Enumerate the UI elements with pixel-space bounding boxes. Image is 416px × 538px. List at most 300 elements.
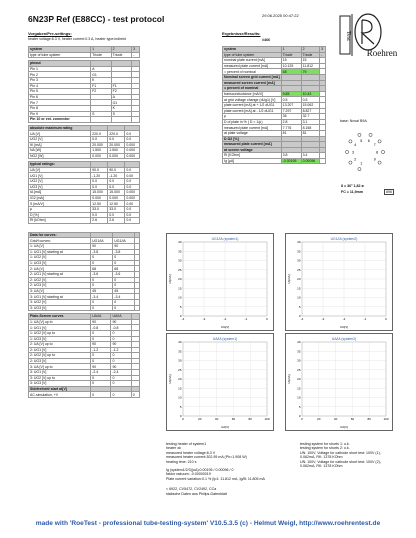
row-label: 3: UG3 [V] [29,305,91,311]
row-label: 2: UA [V] up to [29,342,91,348]
y-tick-label: 40 [178,340,182,345]
cell-value: 0 [111,381,131,387]
y-tick-label: 5 [298,304,301,309]
cell-value: -3.8 [91,249,113,255]
cell-value: -2.4 [111,370,131,376]
table-row [223,102,326,108]
row-label: type of tube system [223,52,282,58]
row-label: 2: UG2 [V] up to [29,353,91,359]
cell-value: 0.0 [125,218,140,224]
cell-value: 0 [91,353,111,359]
row-label: IK [mA] [29,142,91,148]
y-tick-label: 20 [178,277,182,282]
cell-value: Triode [301,52,320,58]
x-tick-label: 80 [248,417,252,421]
cell-value: 0 [91,330,111,336]
cell-value: 1.500 [91,148,108,154]
cell-value: 90 [91,244,113,250]
row-label: 1: UG2 [V] [29,255,91,261]
y-tick-label: 15 [297,286,301,291]
cell-value: S [111,111,131,117]
cell-value: -3.6 [91,271,113,277]
cell-value [320,158,326,164]
roehren-logo [338,10,398,60]
cell-value: 2.6 [108,218,125,224]
cell-value: 15.000 [108,190,125,196]
cell-value: F1 [91,83,111,89]
cell-value: 0.0 [91,184,108,190]
row-label: absolute maximum rating [29,125,91,131]
chart-ua-ia-system2 [285,333,393,431]
note-line: heater ok [166,446,181,451]
cell-value: 0.5 [281,97,301,103]
row-label: 3: UA [V] up to [29,364,91,370]
row-label: 1: UG3 [V] [29,336,91,342]
plate-table [28,313,140,398]
chart-svg [167,234,273,330]
cell-value: 0.0 [91,179,108,185]
logo-side-text: Test [345,31,351,41]
y-tick-label: 0 [298,314,301,319]
row-label: Data for curves: [29,232,91,238]
x-tick-label: 0 [301,417,303,421]
note-line: heating time: 210 s [166,459,197,464]
cell-value: 0.0 [125,131,140,137]
cell-value: A [111,94,131,100]
cell-value: 7.297 [281,108,301,114]
cell-value: 20.000 [108,142,125,148]
socket-pin-label: 4 [354,143,357,148]
cell-value: 0.000 [125,153,140,159]
cell-value: 0.0 [125,184,140,190]
cell-value: 0 [91,336,111,342]
cell-value: 0.00 [125,201,140,207]
cell-value [91,117,111,123]
row-label: 3: UG1 [V] [29,370,91,376]
cell-value: 1.500 [108,148,125,154]
row-label: D [%] [29,212,91,218]
row-label: 1: UG2 [V] up to [29,330,91,336]
socket-pin-label: 7 [373,143,376,148]
cell-value: 0 [111,353,131,359]
cell-value: 0.0 [125,212,140,218]
cell-value: 0.0 [125,136,140,142]
results-id: #466 [262,38,270,42]
cell-value: 45 [91,288,113,294]
curves-table [28,232,140,311]
y-tick-label: 0 [298,414,301,419]
cell-value: Triode [281,52,301,58]
x-axis-label: UA[V] [221,425,229,429]
cell-value [132,117,140,123]
x-tick-label: 20 [198,417,202,421]
x-tick-label: 40 [333,417,338,421]
protocol-date: 29.06.2025 00:47:22 [262,13,299,18]
socket-spec3: 896 [386,190,392,194]
cell-value: -3.4 [113,294,135,300]
row-label: UG3 [V] [29,184,91,190]
row-label: pinout [29,61,91,67]
cell-value: 0.000 [125,142,140,148]
cell-value: Triode [111,52,131,58]
socket-pins-graphic [338,128,392,180]
cell-value: 2 [111,47,131,53]
y-tick-label: 15 [178,286,182,291]
cell-value: -0.8 [111,325,131,331]
y-tick-label: 30 [178,258,182,263]
row-label: Pin 3 [29,77,91,83]
cell-value: UG1/IA [113,238,135,244]
socket-pin [349,140,352,143]
cell-value: F2 [111,89,131,95]
note-line: stabsche Daten aus Philips-Datenblatt [166,491,227,496]
cell-value: 0 [113,283,135,289]
row-label: 2: UG1 [V] [29,347,91,353]
cell-value: 68 [281,69,301,75]
row-label: NA [W] [29,148,91,154]
cell-value: UG1/IA [91,238,113,244]
row-label: Nominal screen grid current [mA] [224,75,280,80]
cell-value: 3.1 [301,119,320,125]
cell-value: 0 [91,277,113,283]
row-label: Pin 8 [29,105,91,111]
x-tick-label: -1 [244,317,248,321]
cell-value: -1.2 [111,347,131,353]
row-label: transconductance [mA/V] [223,91,282,97]
row-label: UG2 [V] [29,136,91,142]
y-tick-label: 25 [178,267,182,272]
cell-value: G1 [111,100,131,106]
cell-value: 33.0 [91,207,108,213]
x-tick-label: 40 [214,417,219,421]
cell-value: 0.000 [108,153,125,159]
cell-value: 0 [131,392,139,398]
row-label: Pin 2 [29,72,91,78]
y-tick-label: 35 [178,349,182,354]
row-label: 2: UA [V] [29,266,91,272]
cell-value: 0 [91,260,113,266]
cell-value: 0.0 [91,136,108,142]
y-tick-label: 40 [178,240,182,245]
y-axis-label: IA[mA] [287,374,291,384]
row-label: type of tube system [29,52,91,58]
y-tick-label: 20 [297,377,301,382]
cell-value: 15 [281,58,301,64]
socket-pin [378,161,381,164]
x-tick-label: -2 [223,317,227,321]
cell-value: S [91,111,111,117]
cell-value: F2 [91,89,111,95]
row-label: 2: UG3 [V] [29,283,91,289]
note-line: 0.062mA, RK: 1378 KOhm [300,455,343,460]
chart-ua-ia-system1 [166,333,274,431]
y-tick-label: 35 [297,349,301,354]
cell-value: 90 [113,244,135,250]
y-tick-label: 20 [297,277,301,282]
cell-value: 0.0 [91,212,108,218]
row-label: measured plate current [mA] [223,142,282,148]
row-label: 2: UG1 [V] starting at [29,271,91,277]
cell-value: - [132,52,140,58]
row-label: Pin 10 or ext. connector [29,117,91,123]
socket-spec2: FC = 11,9mm [341,190,364,194]
row-label: Ig [μA] [223,158,282,164]
cell-value: 0.000 [108,195,125,201]
cell-value: 32.7 [301,114,320,120]
socket-pin-label: 3 [352,150,354,155]
cell-value: 90 [111,319,131,325]
cell-value: 0.0 [125,167,140,173]
row-label: plate current [mA] at + 1/2 dUG1 [223,102,282,108]
chart-caption: UG1/IA (system2) [330,237,358,241]
cell-value: 90.0 [108,167,125,173]
chart-caption: UG1/IA (system1) [211,237,239,241]
socket-pin-label: 2 [354,157,357,162]
row-label: UA [V] [29,131,91,137]
cell-value: 0.0 [125,207,140,213]
cell-value: 7.776 [281,125,301,131]
cell-value: 12.50 [91,201,108,207]
presettings-text: heater voltage:6.3 V, heater current:0.3 A, heater type:indirekt [28,37,126,41]
row-label: Pin 1 [29,66,91,72]
row-label: 1: UA [V] up to [29,319,91,325]
footer-credit: made with 'RoeTest - professional tube-testing-system' V10.5.3.5 (c) - Helmut Weigl, http://www.roehrentest.de [35,520,381,527]
cell-value: 0 [113,305,135,311]
row-label: 3: UA [V] [29,288,91,294]
row-label: 3: UG2 [V] [29,299,91,305]
row-label: measured plate current [mA] [223,125,282,131]
cell-value: 3 [132,47,140,53]
row-label: system [29,47,91,53]
row-label: at plate voltage [223,130,282,136]
y-tick-label: 30 [297,258,301,263]
cell-value: 0 [111,358,131,364]
cell-value [135,305,140,311]
cell-value: 3.8 [281,153,301,159]
x-tick-label: 80 [367,417,371,421]
cell-value: 20.000 [91,142,108,148]
x-tick-label: -2 [342,317,346,321]
cell-value: 81 [301,130,320,136]
cell-value: 90 [91,319,111,325]
cell-value: K [111,105,131,111]
y-tick-label: 25 [297,367,301,372]
socket-pin [349,161,352,164]
cell-value: 90 [91,364,111,370]
logo-text: Roehren [366,48,398,58]
chart-svg [286,334,392,430]
cell-value: 15.000 [91,190,108,196]
cell-value: 0 [113,260,135,266]
row-label: Pin 6 [29,94,91,100]
socket-pin [381,150,384,153]
note-line: measured heater voltage:6.3 V [166,450,216,455]
note-line: UN: 100V, Voltage for cathode short test: 100V (1), [300,450,381,455]
x-tick-label: 100 [264,417,270,421]
x-tick-label: 60 [350,417,355,421]
results-column [222,46,326,164]
note-line: UN: 100V, Voltage for cathode short test: 100V (2), [300,459,381,464]
row-label: UG2 [V] [29,179,91,185]
row-label: system [223,47,282,53]
y-axis-label: IA[mA] [168,274,172,284]
pinout-table [28,60,140,123]
row-label: at screen voltage [223,147,282,153]
table-row [29,52,140,58]
cell-value: 0 [111,392,131,398]
cell-value: 1 [91,47,111,53]
cell-value: 0.0 [125,179,140,185]
y-tick-label: 0 [179,314,182,319]
x-tick-label: 0 [266,317,268,321]
socket-pin-label: 1 [360,161,363,166]
results-heading: Ergebnisse/Results: [222,31,261,36]
cell-value: UA/IA [111,314,131,320]
row-label: measured plate current [mA] [223,63,282,69]
cell-value: 2.6 [91,218,108,224]
row-label: Ri [KOhm] [223,153,282,159]
cell-value: 0.00 [125,173,140,179]
y-tick-label: 25 [178,367,182,372]
socket-pin-label: 9 [373,157,376,162]
row-label: D Ω2 [%] [223,136,282,142]
cell-value: 0.0 [108,184,125,190]
row-label: 3: UG1 [V] starting at [29,294,91,300]
y-tick-label: 10 [178,395,182,400]
cell-value: 3 [320,47,326,53]
cell-value: -1.20 [91,173,108,179]
row-label: typical ratings: [29,162,91,168]
y-tick-label: 35 [297,249,301,254]
results-table [222,46,326,164]
note-line: measured heater current:302.95 mA (Ph=1.908 W) [166,455,247,460]
y-tick-label: 40 [297,240,301,245]
x-axis-label: UG[V] [339,325,349,329]
socket-diagram [338,128,392,180]
cell-value: 0.000 [125,195,140,201]
cell-value: 68 [113,266,135,272]
cell-value: 0 [113,277,135,283]
row-label: 1: UG1 [V] [29,325,91,331]
row-label: Pin 7 [29,100,91,106]
x-tick-label: 100 [383,417,389,421]
x-tick-label: -3 [321,317,325,321]
y-tick-label: 25 [297,267,301,272]
y-axis-label: IA[mA] [168,374,172,384]
typical-table [28,161,140,224]
row-label: 2: UG2 [V] [29,277,91,283]
y-tick-label: 40 [297,340,301,345]
row-label: 3: UG2 [V] up to [29,375,91,381]
table-row [29,117,140,123]
y-tick-label: 15 [178,386,182,391]
row-label: Pin 9 [29,111,91,117]
y-tick-label: 20 [178,377,182,382]
chart-svg [167,334,273,430]
row-label: = percent of nominal [223,69,282,75]
socket-spec1: 8 = 36° 1,82 ø [341,184,364,188]
cell-value: 220.0 [108,131,125,137]
row-label: AC-simulation, +V [29,392,91,398]
note-line: testing system for shorts 1: o.k. [300,442,350,446]
cell-value: 8.827 [301,108,320,114]
cell-value: 11.812 [301,63,320,69]
cell-value: 0 [91,392,111,398]
x-tick-label: 0 [385,317,387,321]
cell-value: 0 [91,375,111,381]
cell-value: 90 [91,342,111,348]
row-label: NG2 [W] [29,153,91,159]
socket-pin-label: 8 [376,150,378,155]
cell-value: 0 [111,375,131,381]
cell-value: 0 [91,358,111,364]
logo-graphic [338,10,398,60]
system-table [28,46,140,58]
x-tick-label: 0 [182,417,184,421]
cell-value: 0 [91,299,113,305]
cell-value: 15 [301,58,320,64]
row-label: 2: UG3 [V] [29,358,91,364]
table-row [29,305,140,311]
y-tick-label: 5 [179,304,182,309]
cell-value: -1.20 [108,173,125,179]
y-tick-label: 30 [178,358,182,363]
cell-value: F1 [111,83,131,89]
note-line: < 6922, CV5472, CV2492, CCa [166,487,217,492]
row-label: Störfreiheit/ start at[V] [29,386,91,392]
cell-value: 10.125 [281,63,301,69]
row-label: UA [V] [29,167,91,173]
row-label: nominal plate current [mA] [223,58,282,64]
row-label: μ [223,114,282,120]
row-label: at grid voltage change (dUg1) [V] [223,97,282,103]
cell-value: 0 [111,330,131,336]
chart-caption: UA/IA (system1) [212,337,238,341]
table-row [29,153,140,159]
x-tick-label: -3 [202,317,206,321]
y-tick-label: 15 [297,386,301,391]
cell-value: 1 [281,47,301,53]
socket-pin-label: 5 [360,138,363,143]
row-label: 1: UA [V] [29,244,91,250]
cell-value: 10.43 [301,91,320,97]
y-tick-label: 10 [297,395,301,400]
cell-value: 220.0 [91,131,108,137]
row-label: IG2 [mA] [29,195,91,201]
cell-value: 12.50 [108,201,125,207]
page-title: 6N23P Ref (E88CC) - test protocol [28,14,165,24]
row-label: measured screen current [mA] [223,80,282,86]
x-tick-label: -4 [181,317,185,321]
note-line: Plate current variation:0.1 % (Ip1: 11.812 mA, Ig/B: 11.805 mA [166,476,265,481]
chart-caption: UA/IA (system2) [331,337,357,341]
row-label: Ri [kOhm] [29,218,91,224]
cell-value: 90.0 [91,167,108,173]
notes-left [166,442,286,496]
cell-value: 0.0 [108,212,125,218]
cell-value: - [320,52,326,58]
cell-value: A [91,66,111,72]
x-tick-label: 60 [231,417,236,421]
left-column [28,46,140,398]
y-axis-label: IA[mA] [287,274,291,284]
socket-pin [358,168,361,171]
cell-value: -3.8 [113,249,135,255]
y-tick-label: 10 [178,295,182,300]
cell-value: 0 [111,336,131,342]
cell-value: -0.00195 [281,158,301,164]
chart-svg [286,234,392,330]
